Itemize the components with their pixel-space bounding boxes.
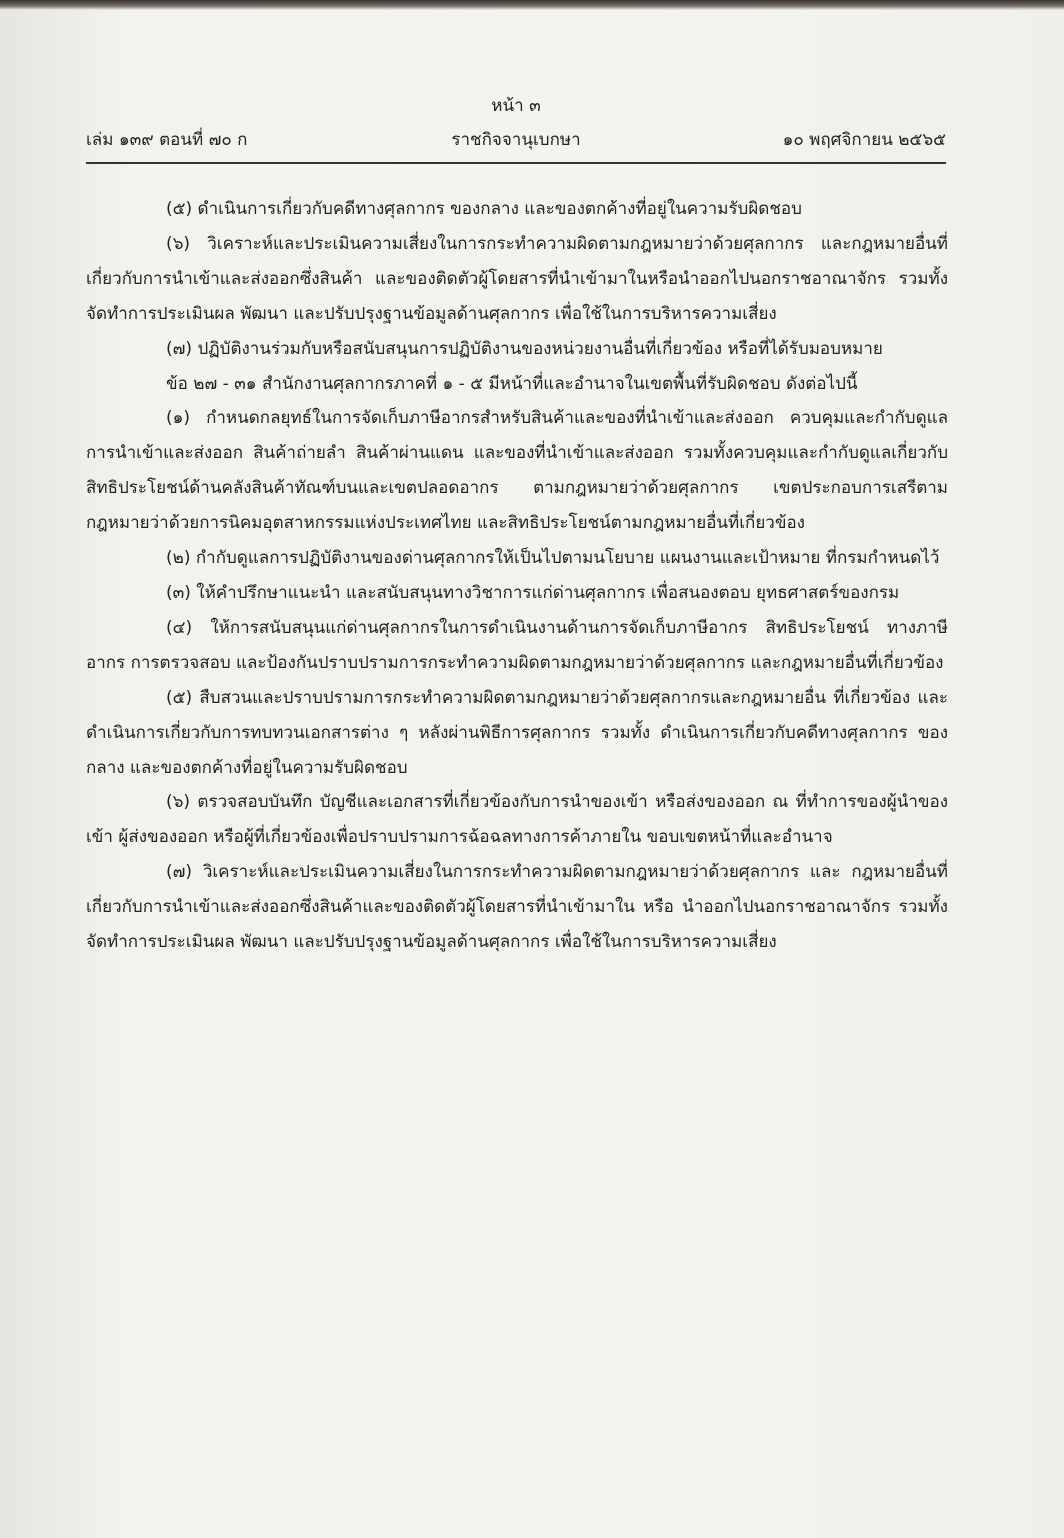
scan-top-edge: [0, 0, 1064, 10]
volume-issue: เล่ม ๑๓๙ ตอนที่ ๗๐ ก: [86, 130, 248, 150]
paragraph-5-investigation: (๕) สืบสวนและปราบปรามการกระทำความผิดตามกฎหมายว่าด้วยศุลกากรและกฎหมายอื่น ที่เกี่ยวข้อง และดำเนินการเกี่ยวกับการทบทวนเอกสารต่าง ๆ หลังผ่านพิธีการศุลกากร รวมทั้ง ดำเนินการเกี่ยวกับคดีทางศุลกากร ของกลาง และของตกค้างที่อยู่ในความรับผิดชอบ: [86, 687, 948, 778]
paragraph-3-advice: (๓) ให้คำปรึกษาแนะนำ และสนับสนุนทางวิชาการแก่ด่านศุลกากร เพื่อสนองตอบ ยุทธศาสตร์ของกรม: [166, 582, 900, 603]
paragraph-6-audit: (๖) ตรวจสอบบันทึก บัญชีและเอกสารที่เกี่ยวข้องกับการนำของเข้า หรือส่งของออก ณ ที่ทำการของผู้นำของเข้า ผู้ส่งของออก หรือผู้ที่เกี่ยวข้องเพื่อปราบปรามการฉ้อฉลทางการค้าภายใน ขอบเขตหน้าที่และอำนาจ: [86, 792, 948, 848]
paragraph-1-tax-strategy: (๑) กำหนดกลยุทธ์ในการจัดเก็บภาษีอากรสำหรับสินค้าและของที่นำเข้าและส่งออก ควบคุมและกำกับดูแลการนำเข้าและส่งออก สินค้าถ่ายลำ สินค้าผ่านแดน และของที่นำเข้าและส่งออก รวมทั้งควบคุมและกำกับดูแลเกี่ยวกับสิทธิประโยชน์ด้านคลังสินค้าทัณฑ์บนและเขตปลอดอากร ตามกฎหมายว่าด้วยศุลกากร เขตประกอบการเสรีตามกฎหมายว่าด้วยการนิคมอุตสาหกรรมแห่งประเทศไทย และสิทธิประโยชน์ตามกฎหมายอื่นที่เกี่ยวข้อง: [86, 408, 948, 534]
paragraph-7-risk-analysis: (๗) วิเคราะห์และประเมินความเสี่ยงในการกระทำความผิดตามกฎหมายว่าด้วยศุลกากร และ กฎหมายอื่นที่เกี่ยวกับการนำเข้าและส่งออกซึ่งสินค้าและของติดตัวผู้โดยสารที่นำเข้ามาใน หรือ นำออกไปนอกราชอาณาจักร รวมทั้งจัดทำการประเมินผล พัฒนา และปรับปรุงฐานข้อมูลด้านศุลกากร เพื่อใช้ในการบริหารความเสี่ยง: [86, 862, 948, 953]
clause-27-31-regional-offices: ข้อ ๒๗ - ๓๑ สำนักงานศุลกากรภาคที่ ๑ - ๕ มีหน้าที่และอำนาจในเขตพื้นที่รับผิดชอบ ดังต่อไปนี้: [166, 373, 858, 394]
gazette-title: ราชกิจจานุเบกษา: [451, 130, 581, 150]
paragraph-7-cooperation: (๗) ปฏิบัติงานร่วมกับหรือสนับสนุนการปฏิบัติงานของหน่วยงานอื่นที่เกี่ยวข้อง หรือที่ได้รับมอบหมาย: [166, 338, 883, 359]
publication-date: ๑๐ พฤศจิกายน ๒๕๖๕: [782, 130, 946, 150]
paragraph-4-support: (๔) ให้การสนับสนุนแก่ด่านศุลกากรในการดำเนินงานด้านการจัดเก็บภาษีอากร สิทธิประโยชน์ ทางภาษีอากร การตรวจสอบ และป้องกันปราบปรามการกระทำความผิดตามกฎหมายว่าด้วยศุลกากร และกฎหมายอื่นที่เกี่ยวข้อง: [86, 617, 948, 673]
page-number: หน้า ๓: [491, 96, 541, 116]
document-body: [86, 192, 948, 960]
gazette-header: [86, 126, 946, 164]
paragraph-5-case-handling: (๕) ดำเนินการเกี่ยวกับคดีทางศุลกากร ของกลาง และของตกค้างที่อยู่ในความรับผิดชอบ: [166, 199, 802, 219]
paragraph-2-supervision: (๒) กำกับดูแลการปฏิบัติงานของด่านศุลกากรให้เป็นไปตามนโยบาย แผนงานและเป้าหมาย ที่กรมกำหนดไว้: [166, 548, 940, 569]
paragraph-6-risk-analysis: (๖) วิเคราะห์และประเมินความเสี่ยงในการกระทำความผิดตามกฎหมายว่าด้วยศุลกากร และกฎหมายอื่นที่เกี่ยวกับการนำเข้าและส่งออกซึ่งสินค้า และของติดตัวผู้โดยสารที่นำเข้ามาในหรือนำออกไปนอกราชอาณาจักร รวมทั้งจัดทำการประเมินผล พัฒนา และปรับปรุงฐานข้อมูลด้านศุลกากร เพื่อใช้ในการบริหารความเสี่ยง: [86, 233, 948, 324]
